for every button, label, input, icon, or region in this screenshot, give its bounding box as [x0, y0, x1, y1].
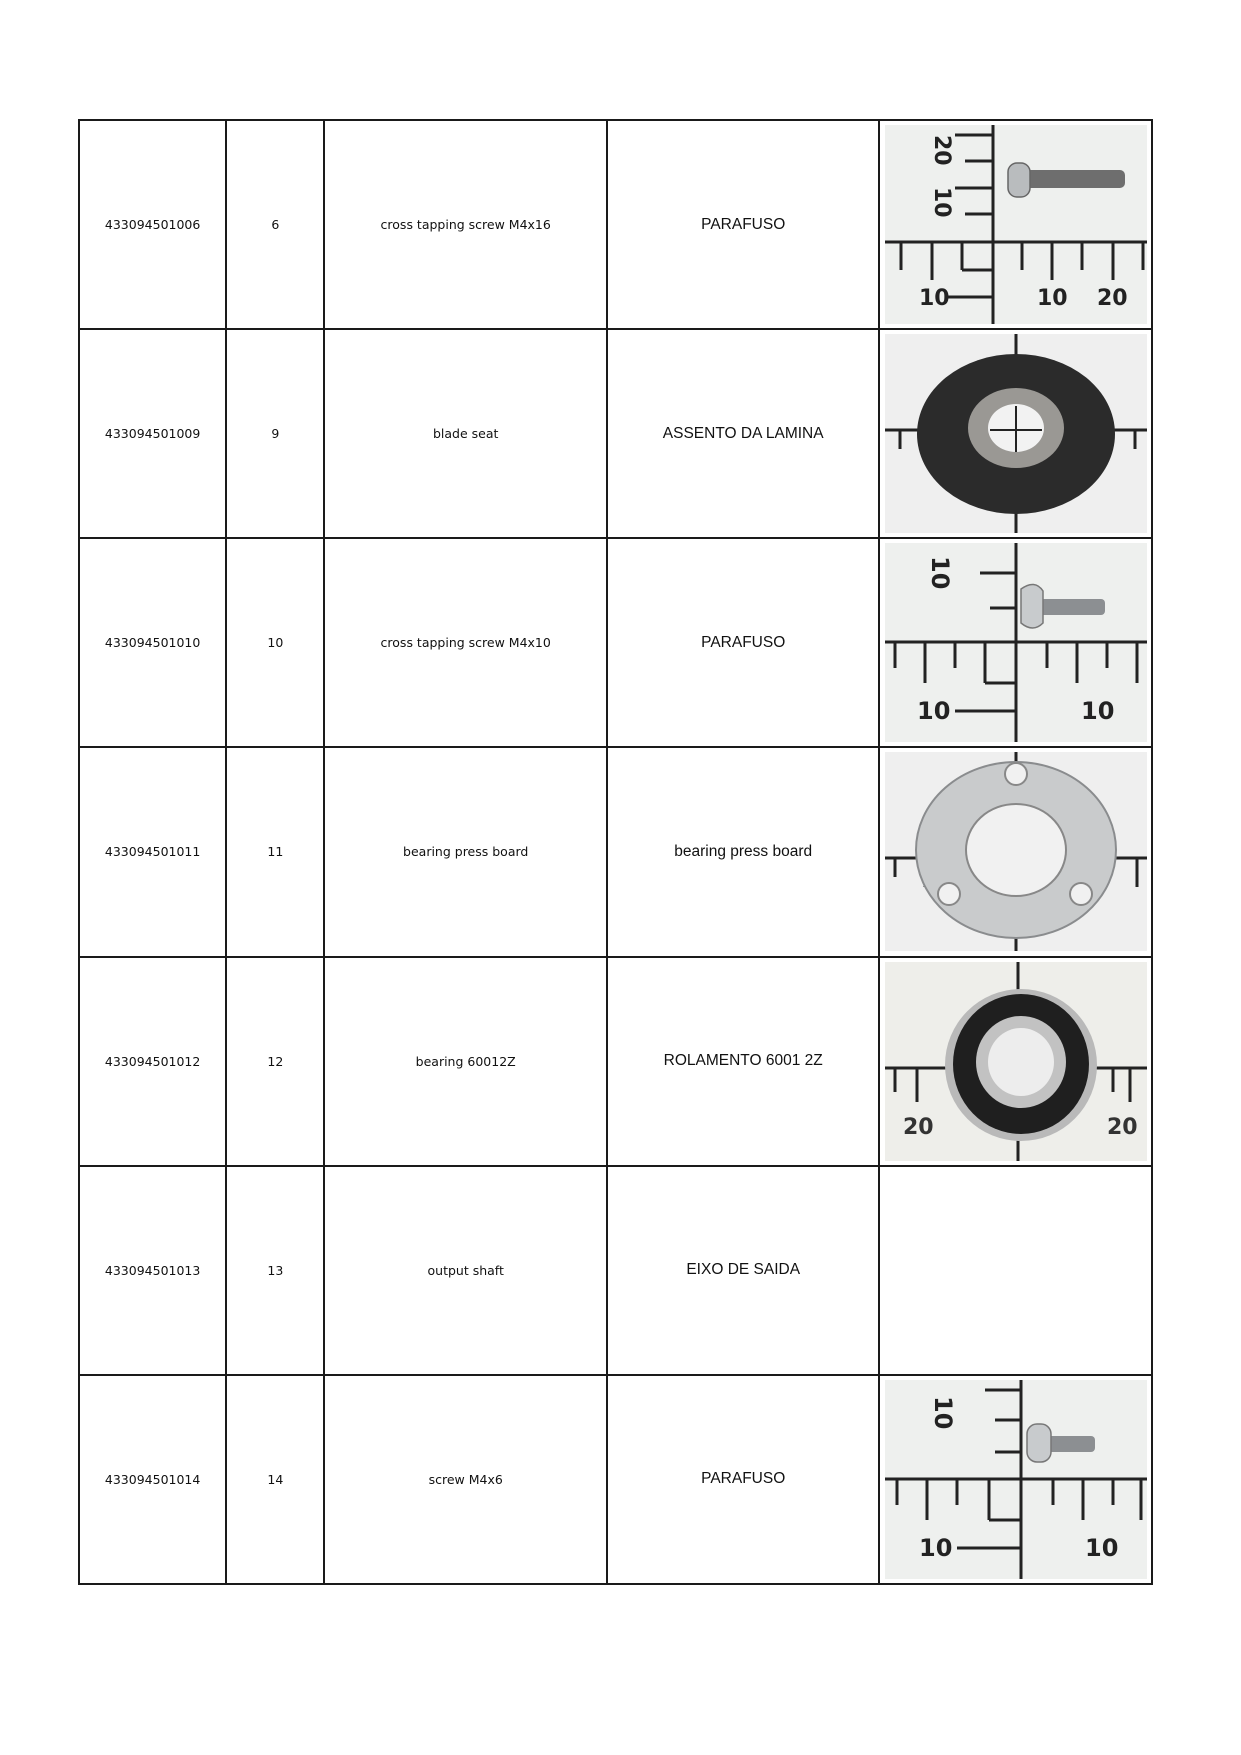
table-row [79, 747, 1152, 956]
short-screw-with-ruler-icon [885, 1380, 1147, 1579]
screw-photo [885, 1380, 1147, 1579]
part-position: 10 [226, 538, 324, 747]
table-row [79, 538, 1152, 747]
table-row [79, 1166, 1152, 1375]
svg-text:10: 10 [1080, 697, 1115, 726]
screw-with-ruler-icon [885, 125, 1147, 324]
part-description-pt: PARAFUSO [607, 1375, 880, 1584]
part-photo-cell [879, 1375, 1152, 1584]
part-position: 13 [226, 1166, 324, 1375]
svg-text:20: 20 [902, 1114, 934, 1140]
part-position: 12 [226, 957, 324, 1166]
part-description-en: screw M4x6 [324, 1375, 607, 1584]
part-code: 433094501006 [79, 120, 226, 329]
part-description-pt: ROLAMENTO 6001 2Z [607, 957, 880, 1166]
part-photo-cell [879, 538, 1152, 747]
part-description-en: blade seat [324, 329, 607, 538]
ball-bearing-icon [885, 962, 1147, 1161]
svg-text:10: 10 [918, 1533, 953, 1562]
part-code: 433094501010 [79, 538, 226, 747]
part-photo-cell [879, 329, 1152, 538]
part-description-pt: ASSENTO DA LAMINA [607, 329, 880, 538]
part-description-en: bearing press board [324, 747, 607, 956]
blade-seat-photo [885, 334, 1147, 533]
part-position: 6 [226, 120, 324, 329]
svg-text:10: 10 [1084, 1533, 1119, 1562]
countersunk-screw-with-ruler-icon [885, 543, 1147, 742]
bearing-photo [885, 962, 1147, 1161]
bearing-press-plate-icon [885, 752, 1147, 951]
part-code: 433094501012 [79, 957, 226, 1166]
part-description-pt: PARAFUSO [607, 120, 880, 329]
part-description-en: bearing 60012Z [324, 957, 607, 1166]
part-photo-cell [879, 120, 1152, 329]
parts-table [78, 119, 1153, 1585]
screw-photo [885, 543, 1147, 742]
part-photo-cell [879, 747, 1152, 956]
part-position: 9 [226, 329, 324, 538]
table-row [79, 1375, 1152, 1584]
blade-seat-disc-icon [885, 334, 1147, 533]
bearing-press-board-photo [885, 752, 1147, 951]
part-code: 433094501014 [79, 1375, 226, 1584]
svg-text:20: 20 [1096, 286, 1128, 312]
svg-text:10: 10 [928, 1395, 957, 1430]
svg-text:10: 10 [928, 187, 954, 218]
table-row [79, 957, 1152, 1166]
svg-text:20: 20 [1106, 1114, 1138, 1140]
screw-photo [885, 125, 1147, 324]
part-description-pt: bearing press board [607, 747, 880, 956]
svg-text:10: 10 [916, 697, 951, 726]
part-code: 433094501009 [79, 329, 226, 538]
part-description-pt: PARAFUSO [607, 538, 880, 747]
svg-text:10: 10 [918, 286, 950, 312]
part-position: 14 [226, 1375, 324, 1584]
table-row [79, 120, 1152, 329]
part-description-en: cross tapping screw M4x10 [324, 538, 607, 747]
svg-text:10: 10 [1036, 286, 1068, 312]
part-description-en: output shaft [324, 1166, 607, 1375]
part-photo-cell [879, 957, 1152, 1166]
part-position: 11 [226, 747, 324, 956]
svg-text:20: 20 [928, 135, 954, 166]
part-description-pt: EIXO DE SAIDA [607, 1166, 880, 1375]
part-photo-cell-empty [879, 1166, 1152, 1375]
part-code: 433094501013 [79, 1166, 226, 1375]
part-code: 433094501011 [79, 747, 226, 956]
svg-text:10: 10 [925, 556, 954, 590]
table-row [79, 329, 1152, 538]
part-description-en: cross tapping screw M4x16 [324, 120, 607, 329]
